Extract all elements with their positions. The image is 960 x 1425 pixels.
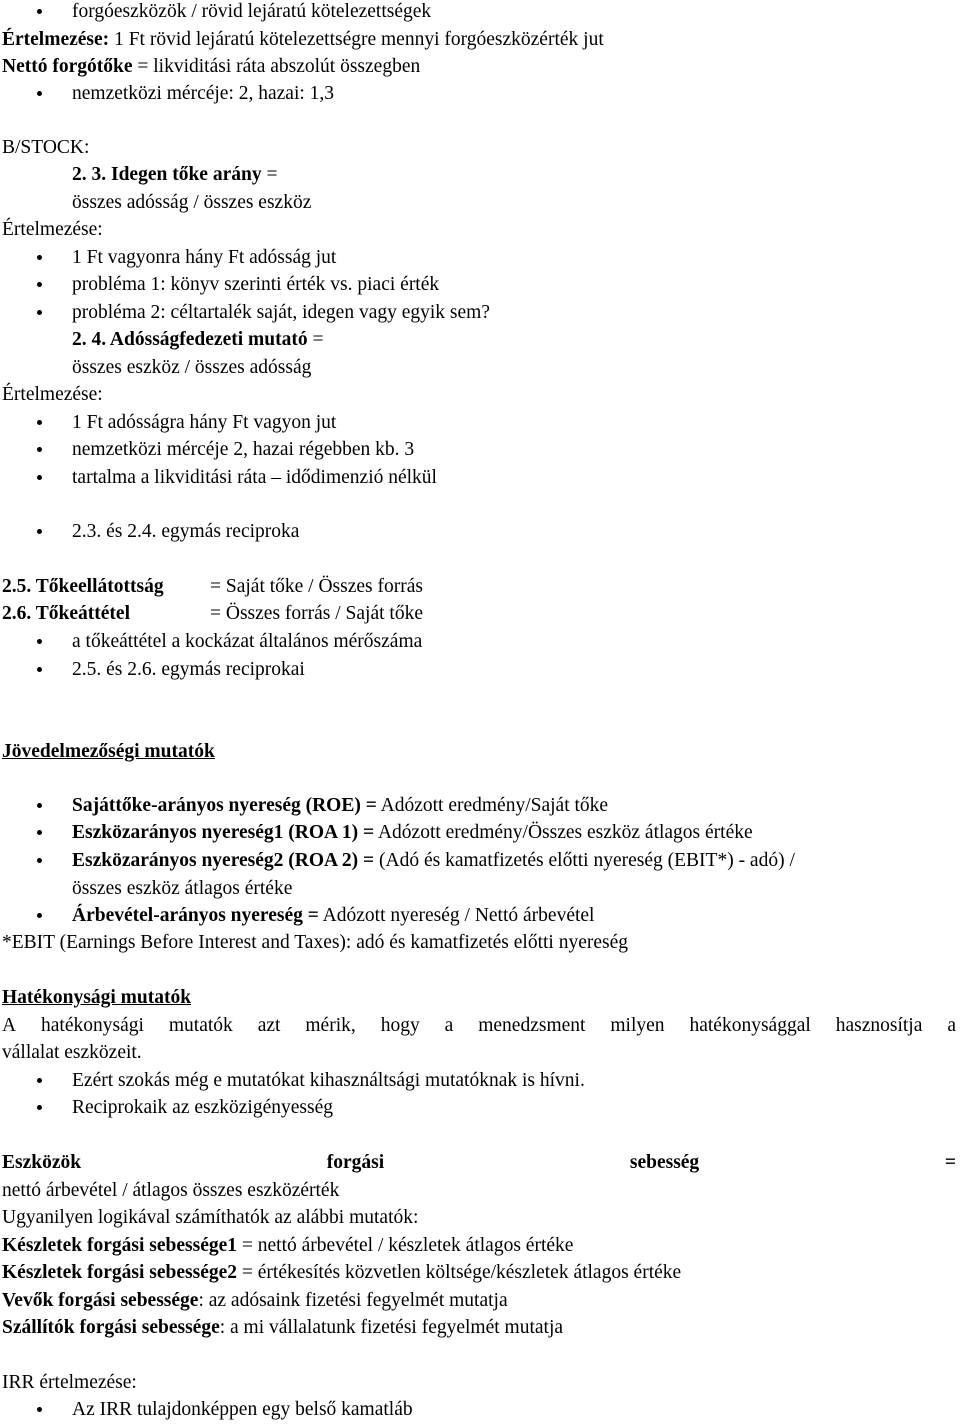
- term-label: Sajáttőke-arányos nyereség (ROE) =: [72, 795, 377, 816]
- word: =: [944, 1152, 956, 1173]
- line-text: Ugyanilyen logikával számíthatók az alábbi mutatók:: [2, 1207, 419, 1228]
- text-line: [0, 1287, 960, 1314]
- text-line: [0, 53, 960, 80]
- term-label: Készletek forgási sebessége1: [2, 1235, 238, 1256]
- text-line: [0, 134, 960, 161]
- bullet-item: [0, 244, 960, 271]
- word: Eszközök: [2, 1152, 82, 1173]
- term-label: Árbevétel-arányos nyereség =: [72, 905, 319, 926]
- bullet-item: [0, 0, 960, 25]
- text-line: [0, 381, 960, 408]
- item-text: 1 Ft vagyonra hány Ft adósság jut: [72, 247, 337, 268]
- word: mérik,: [305, 1015, 356, 1036]
- item-text: probléma 2: céltartalék saját, idegen vagy egyik sem?: [72, 302, 491, 323]
- bullet-item: [0, 271, 960, 298]
- text-line: [0, 573, 960, 600]
- text-line: [0, 1314, 960, 1341]
- term-label: Készletek forgási sebessége2: [2, 1262, 238, 1283]
- text-line: [0, 326, 960, 353]
- formula-title: 2. 3. Idegen tőke arány: [72, 164, 262, 185]
- item-text: nemzetközi mércéje: 2, hazai: 1,3: [72, 83, 335, 104]
- item-text: 2.5. és 2.6. egymás reciprokai: [72, 659, 305, 680]
- word: menedzsment: [478, 1015, 586, 1036]
- formula-line: [2, 1149, 956, 1176]
- paragraph-line: [2, 1012, 956, 1039]
- formula-title: 2.5. Tőkeellátottság: [2, 576, 164, 597]
- text-line: [0, 929, 960, 956]
- item-text: Adózott eredmény/Saját tőke: [376, 795, 609, 816]
- bullet-item: [0, 628, 960, 655]
- bullet-item: [0, 1396, 960, 1423]
- item-text: Ezért szokás még e mutatókat kihasználtsági mutatóknak is hívni.: [72, 1070, 585, 1091]
- text-line: [0, 1232, 960, 1259]
- word: a: [947, 1015, 956, 1036]
- term-label: Vevők forgási sebessége: [2, 1290, 199, 1311]
- line-text: 1 Ft rövid lejáratú kötelezettségre mennyi forgóeszközérték jut: [109, 29, 604, 50]
- word: forgási: [326, 1152, 385, 1173]
- item-text: tartalma a likviditási ráta – idődimenzió nélkül: [72, 467, 437, 488]
- text-line: [0, 1177, 960, 1204]
- term-label: Eszközarányos nyereség2 (ROA 2) =: [72, 850, 375, 871]
- formula-text: összes eszköz / összes adósság: [72, 357, 312, 378]
- bullet-item: [0, 518, 960, 545]
- word: milyen: [610, 1015, 665, 1036]
- text-line: [0, 1369, 960, 1396]
- text-line: [0, 1259, 960, 1286]
- line-text: vállalat eszközeit.: [2, 1042, 142, 1063]
- line-text: = nettó árbevétel / készletek átlagos értéke: [237, 1235, 574, 1256]
- word: A: [2, 1015, 17, 1036]
- section-heading: [0, 984, 960, 1011]
- text-line: [0, 1204, 960, 1231]
- bullet-item: [0, 902, 960, 929]
- text-line: [0, 1039, 960, 1066]
- word: mutatók: [168, 1015, 233, 1036]
- line-text: IRR értelmezése:: [2, 1372, 137, 1393]
- word: azt: [257, 1015, 281, 1036]
- text-line: [0, 161, 960, 188]
- word: hogy: [380, 1015, 420, 1036]
- bullet-item: [0, 299, 960, 326]
- term-label: Eszközarányos nyereség1 (ROA 1) =: [72, 822, 375, 843]
- item-text: 2.3. és 2.4. egymás reciproka: [72, 521, 300, 542]
- word: sebesség: [629, 1152, 700, 1173]
- word: a: [444, 1015, 454, 1036]
- item-text: Adózott nyereség / Nettó árbevétel: [318, 905, 595, 926]
- line-text: =: [261, 164, 278, 185]
- term-label: Nettó forgótőke: [2, 56, 133, 77]
- line-text: : az adósaink fizetési fegyelmét mutatja: [198, 1290, 508, 1311]
- item-text: 1 Ft adósságra hány Ft vagyon jut: [72, 412, 337, 433]
- term-label: Értelmezése:: [2, 29, 110, 50]
- term-label: Szállítók forgási sebessége: [2, 1317, 220, 1338]
- heading-text: Jövedelmezőségi mutatók: [2, 741, 215, 762]
- word: hatékonysággal: [689, 1015, 811, 1036]
- item-text: probléma 1: könyv szerinti érték vs. piaci érték: [72, 274, 440, 295]
- footnote: *EBIT (Earnings Before Interest and Taxes): adó és kamatfizetés előtti nyereség: [2, 932, 629, 953]
- formula-text: = Összes forrás / Saját tőke: [210, 603, 423, 624]
- bullet-item: [0, 847, 960, 874]
- text-line: [0, 875, 960, 902]
- line-text: = likviditási ráta abszolút összegben: [132, 56, 421, 77]
- bullet-item: [0, 80, 960, 107]
- item-text: forgóeszközök / rövid lejáratú kötelezettségek: [72, 1, 432, 22]
- text-line: [0, 600, 960, 627]
- bullet-item: [0, 464, 960, 491]
- bullet-item: [0, 409, 960, 436]
- formula-title: 2.6. Tőkeáttétel: [2, 603, 130, 624]
- item-text: (Adó és kamatfizetés előtti nyereség (EBIT*) - adó) /: [374, 850, 795, 871]
- formula-text: = Saját tőke / Összes forrás: [210, 576, 423, 597]
- text-line: [0, 354, 960, 381]
- bullet-item: [0, 792, 960, 819]
- word: hatékonysági: [41, 1015, 144, 1036]
- bullet-item: [0, 1094, 960, 1121]
- heading-text: Hatékonysági mutatók: [2, 987, 192, 1008]
- item-text: Az IRR tulajdonképpen egy belső kamatláb: [72, 1399, 413, 1420]
- formula-text: nettó árbevétel / átlagos összes eszközérték: [2, 1180, 340, 1201]
- text-line: [0, 189, 960, 216]
- line-text: B/STOCK:: [2, 137, 90, 158]
- bullet-item: [0, 656, 960, 683]
- item-text: nemzetközi mércéje 2, hazai régebben kb. 3: [72, 439, 415, 460]
- line-text: = értékesítés közvetlen költsége/készletek átlagos értéke: [237, 1262, 682, 1283]
- line-text: =: [307, 329, 324, 350]
- text-line: [0, 26, 960, 53]
- item-text: Reciprokaik az eszközigényesség: [72, 1097, 333, 1118]
- line-text: Értelmezése:: [2, 219, 103, 240]
- item-text: a tőkeáttétel a kockázat általános mérőszáma: [72, 631, 423, 652]
- item-text: Adózott eredmény/Összes eszköz átlagos értéke: [374, 822, 753, 843]
- word: hasznosítja: [835, 1015, 923, 1036]
- section-heading: [0, 738, 960, 765]
- formula-text: összes adósság / összes eszköz: [72, 192, 312, 213]
- bullet-item: [0, 436, 960, 463]
- text-line: [0, 216, 960, 243]
- line-text: Értelmezése:: [2, 384, 103, 405]
- bullet-item: [0, 1067, 960, 1094]
- line-text: összes eszköz átlagos értéke: [72, 878, 293, 899]
- bullet-item: [0, 819, 960, 846]
- formula-title: 2. 4. Adósságfedezeti mutató: [72, 329, 308, 350]
- line-text: : a mi vállalatunk fizetési fegyelmét mutatja: [219, 1317, 564, 1338]
